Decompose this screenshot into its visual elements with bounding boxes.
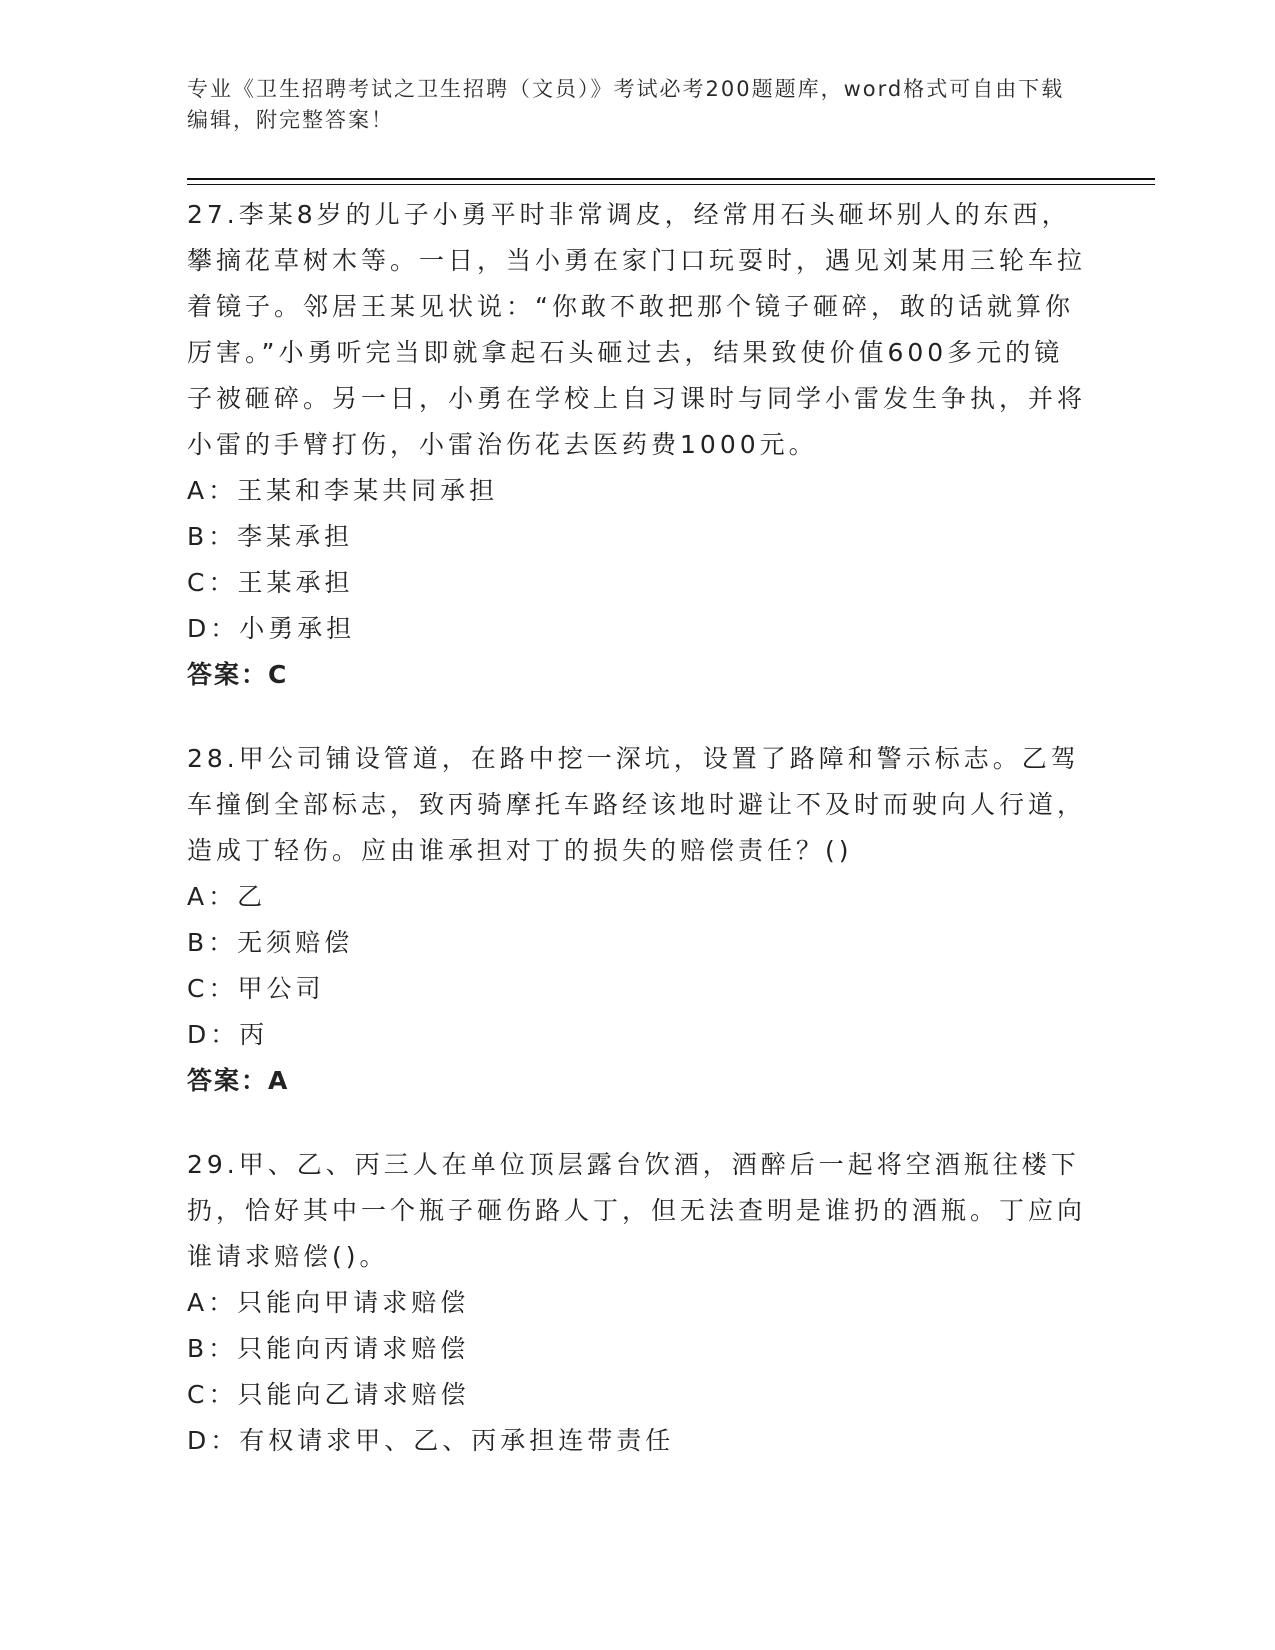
question-stem: 28.甲公司铺设管道，在路中挖一深坑，设置了路障和警示标志。乙驾车撞倒全部标志，致丙骑摩托车路经该地时避让不及时而驶向人行道，造成丁轻伤。应由谁承担对丁的损失的赔偿责任？(): [187, 744, 1087, 865]
option-b: B：无须赔偿: [187, 928, 354, 957]
option-b: B：只能向丙请求赔偿: [187, 1334, 470, 1363]
question-27: [187, 192, 1087, 698]
answer-line: 答案：A: [187, 1066, 290, 1095]
header-divider-thick: [187, 178, 1155, 180]
option-d: D：有权请求甲、乙、丙承担连带责任: [187, 1426, 675, 1455]
option-c: C：王某承担: [187, 568, 354, 597]
option-c: C：甲公司: [187, 974, 325, 1003]
question-list: [187, 192, 1087, 1502]
option-d: D：丙: [187, 1020, 269, 1049]
option-a: A：王某和李某共同承担: [187, 476, 499, 505]
option-b: B：李某承担: [187, 522, 354, 551]
option-c: C：只能向乙请求赔偿: [187, 1380, 470, 1409]
option-d: D：小勇承担: [187, 614, 356, 643]
question-28: [187, 736, 1087, 1104]
question-29: [187, 1142, 1087, 1464]
document-header: 专业《卫生招聘考试之卫生招聘（文员）》考试必考200题题库，word格式可自由下载编辑，附完整答案！: [187, 77, 1065, 132]
question-stem: 29.甲、乙、丙三人在单位顶层露台饮酒，酒醉后一起将空酒瓶往楼下扔，恰好其中一个瓶子砸伤路人丁，但无法查明是谁扔的酒瓶。丁应向谁请求赔偿()。: [187, 1150, 1087, 1271]
header-divider-thin: [187, 184, 1155, 185]
option-a: A：乙: [187, 882, 267, 911]
option-a: A：只能向甲请求赔偿: [187, 1288, 470, 1317]
question-stem: 27.李某8岁的儿子小勇平时非常调皮，经常用石头砸坏别人的东西，攀摘花草树木等。一日，当小勇在家门口玩耍时，遇见刘某用三轮车拉着镜子。邻居王某见状说：“你敢不敢把那个镜子砸碎，敢的话就算你厉害。”小勇听完当即就拿起石头砸过去，结果致使价值600多元的镜子被砸碎。另一日，小勇在学校上自习课时与同学小雷发生争执，并将小雷的手臂打伤，小雷治伤花去医药费1000元。: [187, 200, 1087, 459]
answer-line: 答案：C: [187, 660, 289, 689]
